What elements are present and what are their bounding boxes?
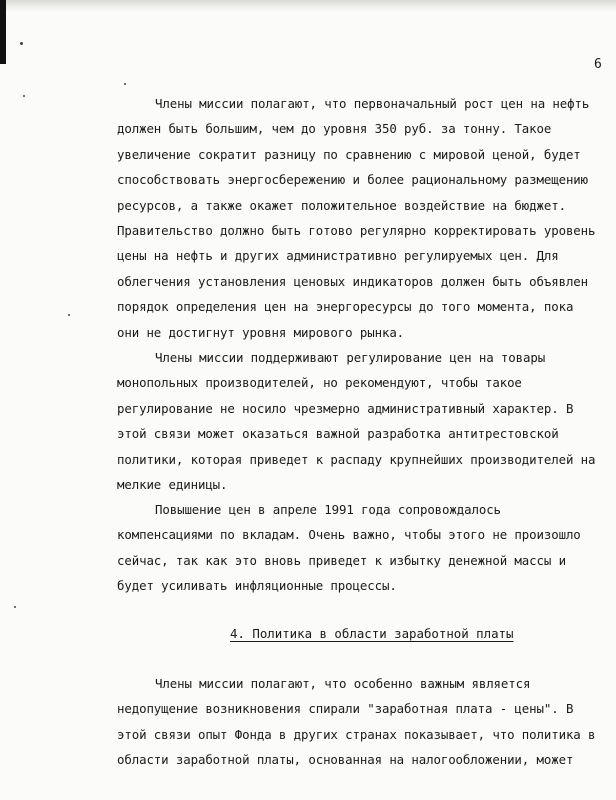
text-line: недопущение возникновения спирали "заработная плата - цены". В: [117, 701, 574, 717]
text-line: ресурсов, а также окажет положительное воздействие на бюджет.: [117, 197, 566, 213]
text-line: Члены миссии поддерживают регулирование цен на товары: [155, 350, 546, 365]
text-line: области заработной платы, основанная на налогообложении, может: [117, 752, 574, 768]
paragraph: [117, 91, 597, 345]
text-line: этой связи опыт Фонда в других странах показывает, что политика в: [117, 726, 596, 742]
text-line: Повышение цен в апреле 1991 года сопровождалось: [155, 502, 501, 517]
text-line: порядок определения цен на энергоресурсы до того момента, пока: [117, 299, 574, 315]
paragraph: [117, 671, 597, 773]
scan-top-edge: [0, 0, 616, 12]
scan-speck: [68, 314, 70, 316]
scan-speck: [23, 95, 25, 97]
text-line: компенсациями по вкладам. Очень важно, чтобы этого не произошло: [117, 527, 581, 543]
text-line: облегчения установления ценовых индикаторов должен быть объявлен: [117, 273, 589, 289]
text-line: сейчас, так как это вновь приведет к избытку денежной массы и: [117, 552, 566, 568]
text-line: цены на нефть и других административно регулируемых цен. Для: [117, 248, 559, 264]
text-line: увеличение сократит разницу по сравнению с мировой ценой, будет: [117, 146, 581, 162]
section-heading: 4. Политика в области заработной платы: [230, 626, 514, 641]
page-number: 6: [594, 57, 602, 72]
text-line: этой связи может оказаться важной разработка антитрестовской: [117, 426, 559, 442]
text-line: мелкие единицы.: [117, 477, 228, 493]
text-line: Члены миссии полагают, что первоначальный рост цен на нефть: [155, 96, 590, 111]
text-line: будет усиливать инфляционные процессы.: [117, 578, 397, 594]
text-line: Члены миссии полагают, что особенно важным является: [155, 676, 531, 691]
scan-speck: [20, 42, 23, 45]
text-line: Правительство должно быть готово регулярно корректировать уровень: [117, 223, 596, 239]
paragraph: [117, 497, 597, 599]
paragraph: [117, 345, 597, 497]
text-line: способствовать энергосбережению и более рациональному размещению: [117, 172, 589, 188]
binding-mark: [0, 0, 6, 64]
text-line: они не достигнут уровня мирового рынка.: [117, 324, 405, 340]
scan-speck: [14, 606, 16, 608]
text-line: должен быть большим, чем до уровня 350 руб. за тонну. Такое: [117, 121, 552, 137]
text-line: монопольных производителей, но рекомендуют, чтобы такое: [117, 375, 522, 391]
scan-speck: [124, 83, 126, 85]
text-line: политики, которая приведет к распаду крупнейших производителей на: [117, 451, 596, 467]
text-line: регулирование не носило чрезмерно административный характер. В: [117, 400, 574, 416]
